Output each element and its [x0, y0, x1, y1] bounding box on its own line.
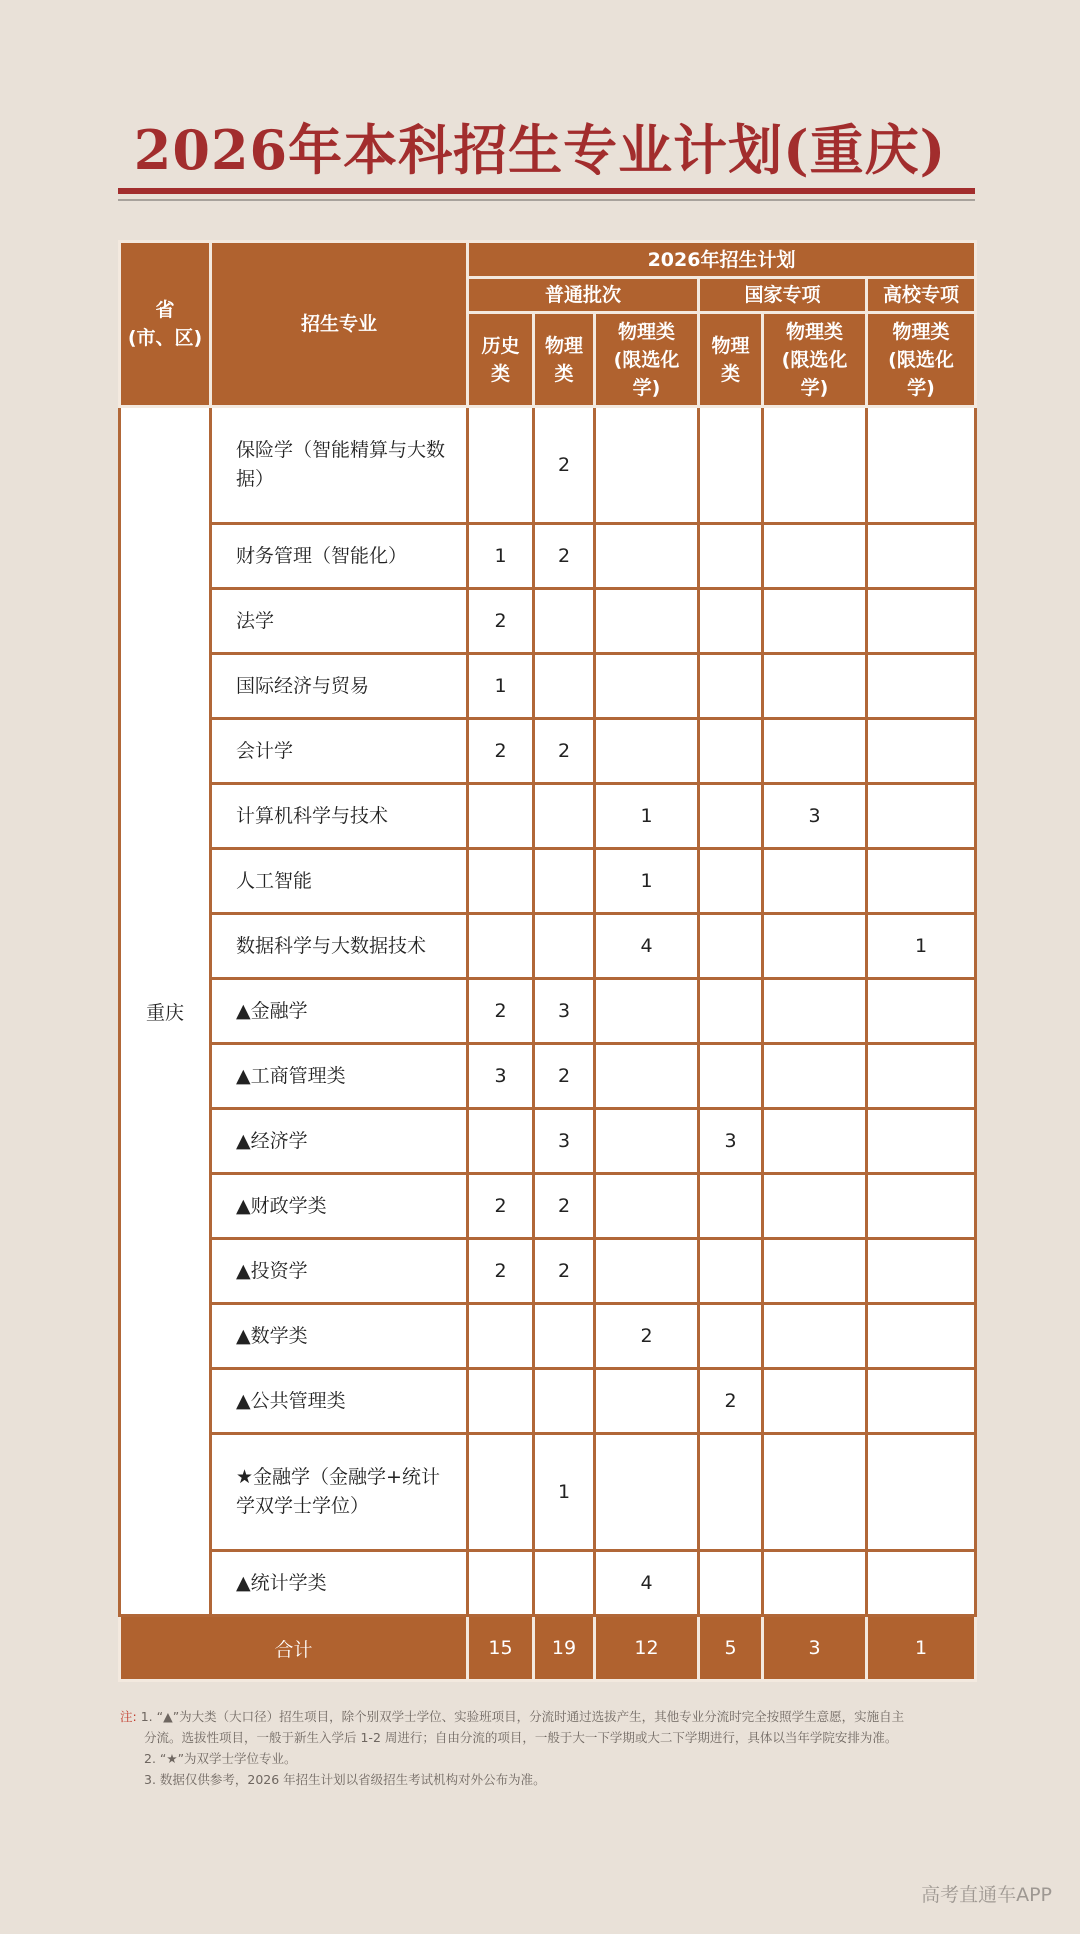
quota-cell	[763, 1239, 867, 1304]
quota-cell: 2	[534, 1239, 595, 1304]
quota-cell: 2	[534, 1174, 595, 1239]
quota-cell	[867, 407, 976, 524]
subheader-physics-chem: 物理类 (限选化 学)	[595, 313, 699, 407]
major-name: ★金融学（金融学+统计学双学士学位）	[211, 1434, 468, 1551]
quota-cell: 2	[595, 1304, 699, 1369]
quota-cell	[867, 1239, 976, 1304]
quota-cell	[867, 849, 976, 914]
quota-cell: 2	[468, 1239, 534, 1304]
footnote-line: 3. 数据仅供参考，2026 年招生计划以省级招生考试机构对外公布为准。	[144, 1772, 546, 1787]
quota-cell	[699, 407, 763, 524]
quota-cell: 3	[534, 1109, 595, 1174]
subheader-national-physics: 物理 类	[699, 313, 763, 407]
quota-cell	[699, 849, 763, 914]
quota-cell	[595, 1044, 699, 1109]
table-row	[120, 1044, 976, 1109]
quota-cell: 1	[595, 784, 699, 849]
quota-cell: 2	[534, 719, 595, 784]
quota-cell	[763, 914, 867, 979]
major-name: 会计学	[211, 719, 468, 784]
quota-cell	[595, 1174, 699, 1239]
total-row	[120, 1616, 976, 1681]
quota-cell: 4	[595, 1551, 699, 1616]
province-header: 省 (市、区)	[120, 242, 211, 407]
major-name: ▲公共管理类	[211, 1369, 468, 1434]
quota-cell	[595, 589, 699, 654]
major-name: ▲数学类	[211, 1304, 468, 1369]
quota-cell	[595, 1369, 699, 1434]
quota-cell	[699, 589, 763, 654]
enrollment-plan-table	[118, 240, 977, 1682]
watermark: 高考直通车APP	[921, 1884, 1052, 1906]
quota-cell	[763, 1304, 867, 1369]
table-row	[120, 914, 976, 979]
major-header: 招生专业	[211, 242, 468, 407]
subheader-university-physics-chem: 物理类 (限选化 学)	[867, 313, 976, 407]
quota-cell	[699, 979, 763, 1044]
province-cell: 重庆	[120, 407, 211, 1616]
table-row	[120, 1369, 976, 1434]
quota-cell: 1	[867, 914, 976, 979]
quota-cell	[595, 1434, 699, 1551]
major-name: 保险学（智能精算与大数据）	[211, 407, 468, 524]
quota-cell: 2	[468, 719, 534, 784]
quota-cell	[867, 589, 976, 654]
quota-cell	[763, 407, 867, 524]
total-cell: 15	[468, 1616, 534, 1681]
quota-cell	[699, 1239, 763, 1304]
plan-header: 2026年招生计划	[468, 242, 976, 278]
table-row	[120, 654, 976, 719]
quota-cell	[867, 1434, 976, 1551]
table-row	[120, 1174, 976, 1239]
quota-cell	[699, 784, 763, 849]
quota-cell	[763, 589, 867, 654]
quota-cell	[468, 407, 534, 524]
quota-cell: 3	[699, 1109, 763, 1174]
quota-cell	[699, 524, 763, 589]
quota-cell	[595, 654, 699, 719]
group-header-university: 高校专项	[867, 278, 976, 313]
quota-cell: 3	[534, 979, 595, 1044]
quota-cell: 3	[763, 784, 867, 849]
total-cell: 5	[699, 1616, 763, 1681]
quota-cell	[763, 524, 867, 589]
major-name: 国际经济与贸易	[211, 654, 468, 719]
quota-cell	[867, 979, 976, 1044]
major-name: ▲财政学类	[211, 1174, 468, 1239]
total-cell: 12	[595, 1616, 699, 1681]
quota-cell	[534, 914, 595, 979]
quota-cell: 3	[468, 1044, 534, 1109]
quota-cell	[763, 1551, 867, 1616]
quota-cell	[867, 1044, 976, 1109]
table-row	[120, 719, 976, 784]
table-row	[120, 784, 976, 849]
quota-cell: 2	[534, 407, 595, 524]
quota-cell	[867, 719, 976, 784]
quota-cell	[595, 719, 699, 784]
quota-cell	[763, 1369, 867, 1434]
quota-cell	[595, 1109, 699, 1174]
quota-cell	[867, 654, 976, 719]
major-name: ▲统计学类	[211, 1551, 468, 1616]
quota-cell	[468, 849, 534, 914]
quota-cell	[534, 784, 595, 849]
quota-cell	[534, 1369, 595, 1434]
quota-cell	[595, 1239, 699, 1304]
quota-cell	[763, 1109, 867, 1174]
major-name: ▲经济学	[211, 1109, 468, 1174]
major-name: 数据科学与大数据技术	[211, 914, 468, 979]
quota-cell	[867, 524, 976, 589]
quota-cell	[534, 589, 595, 654]
table-row	[120, 1109, 976, 1174]
quota-cell	[468, 1434, 534, 1551]
quota-cell: 1	[468, 524, 534, 589]
footnotes	[120, 1706, 980, 1790]
footnote-line: 2. “★”为双学士学位专业。	[144, 1751, 297, 1766]
quota-cell	[867, 784, 976, 849]
major-name: ▲投资学	[211, 1239, 468, 1304]
quota-cell	[763, 849, 867, 914]
major-name: 法学	[211, 589, 468, 654]
table-row	[120, 1551, 976, 1616]
subheader-national-physics-chem: 物理类 (限选化 学)	[763, 313, 867, 407]
quota-cell: 2	[468, 979, 534, 1044]
quota-cell	[699, 914, 763, 979]
quota-cell	[468, 1369, 534, 1434]
table-row	[120, 1239, 976, 1304]
total-cell: 19	[534, 1616, 595, 1681]
table-row	[120, 589, 976, 654]
title-divider-thin	[118, 199, 975, 201]
quota-cell	[468, 784, 534, 849]
table-row	[120, 979, 976, 1044]
total-cell: 3	[763, 1616, 867, 1681]
quota-cell	[468, 1551, 534, 1616]
major-name: ▲工商管理类	[211, 1044, 468, 1109]
title-divider	[118, 188, 975, 194]
table-row	[120, 1434, 976, 1551]
quota-cell	[763, 654, 867, 719]
major-name: 人工智能	[211, 849, 468, 914]
quota-cell: 1	[534, 1434, 595, 1551]
quota-cell	[867, 1109, 976, 1174]
quota-cell	[595, 524, 699, 589]
subheader-physics: 物理 类	[534, 313, 595, 407]
quota-cell: 1	[595, 849, 699, 914]
table-row	[120, 849, 976, 914]
footnote-line: 注: 1. “▲”为大类（大口径）招生项目，除个别双学士学位、实验班项目，分流时通过选拔产生，其他专业分流时完全按照学生意愿，实施自主	[120, 1709, 905, 1724]
major-name: 财务管理（智能化）	[211, 524, 468, 589]
quota-cell	[867, 1369, 976, 1434]
quota-cell	[763, 979, 867, 1044]
quota-cell	[763, 1174, 867, 1239]
quota-cell: 4	[595, 914, 699, 979]
quota-cell	[534, 1551, 595, 1616]
quota-cell: 2	[699, 1369, 763, 1434]
subheader-history: 历史 类	[468, 313, 534, 407]
quota-cell	[699, 1044, 763, 1109]
quota-cell	[534, 849, 595, 914]
quota-cell	[699, 1304, 763, 1369]
quota-cell: 2	[468, 589, 534, 654]
quota-cell	[534, 654, 595, 719]
quota-cell: 2	[534, 524, 595, 589]
quota-cell	[867, 1304, 976, 1369]
table-row	[120, 524, 976, 589]
total-label: 合计	[120, 1616, 468, 1681]
quota-cell	[534, 1304, 595, 1369]
quota-cell	[867, 1174, 976, 1239]
footnote-line: 分流。选拔性项目，一般于新生入学后 1-2 周进行；自由分流的项目，一般于大一下学期或大二下学期进行，具体以当年学院安排为准。	[144, 1730, 898, 1745]
major-name: ▲金融学	[211, 979, 468, 1044]
quota-cell	[699, 1434, 763, 1551]
quota-cell	[595, 407, 699, 524]
quota-cell	[468, 914, 534, 979]
quota-cell	[763, 1434, 867, 1551]
quota-cell	[699, 654, 763, 719]
quota-cell	[699, 719, 763, 784]
quota-cell	[468, 1304, 534, 1369]
group-header-regular: 普通批次	[468, 278, 699, 313]
group-header-national: 国家专项	[699, 278, 867, 313]
quota-cell	[763, 1044, 867, 1109]
quota-cell: 2	[534, 1044, 595, 1109]
quota-cell	[595, 979, 699, 1044]
quota-cell	[699, 1551, 763, 1616]
page-title: 2026年本科招生专业计划(重庆)	[133, 118, 947, 182]
quota-cell	[699, 1174, 763, 1239]
quota-cell	[468, 1109, 534, 1174]
quota-cell	[867, 1551, 976, 1616]
quota-cell	[763, 719, 867, 784]
quota-cell: 2	[468, 1174, 534, 1239]
major-name: 计算机科学与技术	[211, 784, 468, 849]
table-row	[120, 407, 976, 524]
table-row	[120, 1304, 976, 1369]
quota-cell: 1	[468, 654, 534, 719]
total-cell: 1	[867, 1616, 976, 1681]
